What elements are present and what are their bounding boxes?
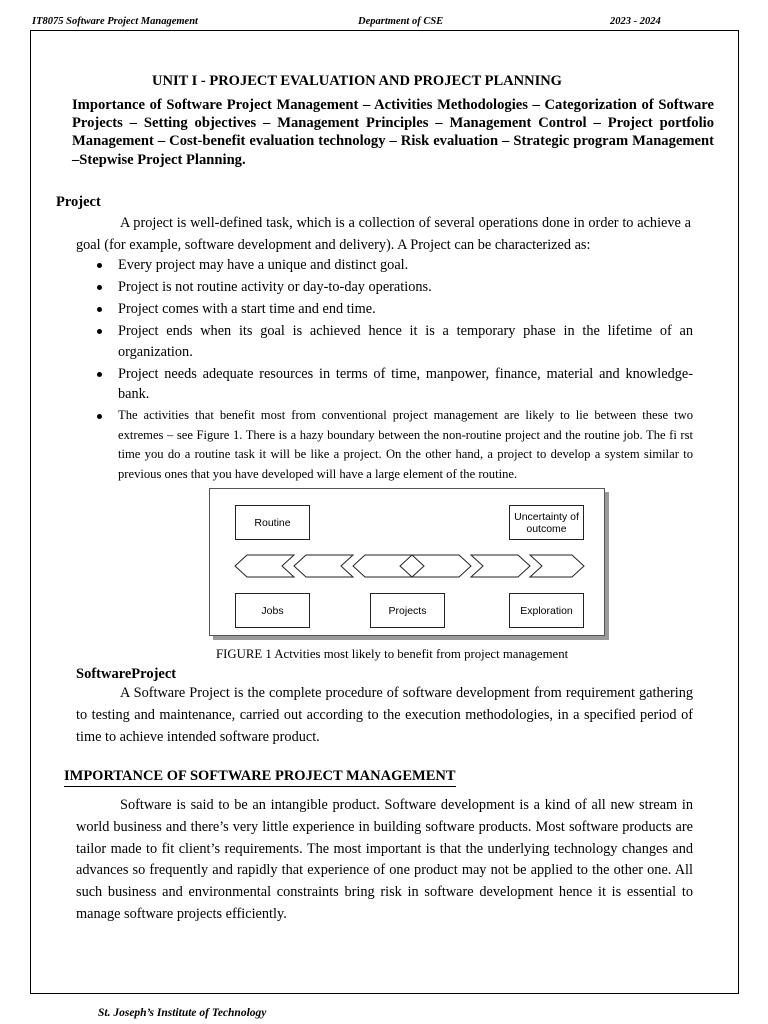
left-chevron-2 xyxy=(294,555,353,577)
header-department: Department of CSE xyxy=(358,16,444,27)
uncertainty-box: Uncertainty of outcome xyxy=(509,505,584,540)
list-item: Project needs adequate resources in terms of time, manpower, finance, material and knowledge-bank. xyxy=(76,364,693,405)
software-project-heading: SoftwareProject xyxy=(76,666,177,682)
projects-box: Projects xyxy=(370,593,445,628)
syllabus-topics: Importance of Software Project Management – Activities Methodologies – Categorization of Software Projects – Setting objectives – Management Principles – Management Control – Project portfolio Management – Cost-benefit evaluation technology – Risk evaluation – Strategic program Management –Stepwise Project Planning. xyxy=(72,97,714,168)
figure-caption: FIGURE 1 Actvities most likely to benefit from project management xyxy=(216,647,569,661)
right-chevron-2 xyxy=(471,555,530,577)
project-characteristics-list xyxy=(76,255,693,486)
right-chevron-1 xyxy=(412,555,471,577)
importance-text: Software is said to be an intangible product. Software development is a kind of all new stream in world business and there’s very little experience in building software products. Most software products are tailor made to fit client’s requirements. The most important is that the underlying technology changes and advances so frequently and rapidly that experience of one product may not be applied to the other one. All such business and environmental constraints bring risk in software development hence it is essential to manage software projects efficiently. xyxy=(76,797,693,922)
footer-institute: St. Joseph’s Institute of Technology xyxy=(98,1007,267,1019)
right-chevron-3 xyxy=(530,555,584,577)
list-item: The activities that benefit most from conventional project management are likely to lie between these two extremes – see Figure 1. There is a hazy boundary between the non-routine project and the routine job. The fi rst time you do a routine task it will be like a project. On the other hand, a project to develop a system similar to previous ones that you have developed will have a large element of the routine. xyxy=(76,406,693,484)
header-course: IT8075 Software Project Management xyxy=(32,16,198,27)
project-intro: A project is well-defined task, which is a collection of several operations done in order to achieve a goal (for example, software development and delivery). A Project can be characterized as: xyxy=(76,215,691,253)
left-chevron-1 xyxy=(235,555,294,577)
list-item: Every project may have a unique and distinct goal. xyxy=(76,255,693,276)
list-item: Project is not routine activity or day-to-day operations. xyxy=(76,277,693,298)
importance-heading: IMPORTANCE OF SOFTWARE PROJECT MANAGEMENT xyxy=(64,768,456,787)
jobs-box: Jobs xyxy=(235,593,310,628)
left-chevron-3 xyxy=(353,555,412,577)
figure-1-diagram xyxy=(209,488,605,636)
exploration-box: Exploration xyxy=(509,593,584,628)
list-item: Project comes with a start time and end time. xyxy=(76,299,693,320)
header-year: 2023 - 2024 xyxy=(610,16,661,27)
project-heading: Project xyxy=(56,194,101,210)
software-project-text: A Software Project is the complete procedure of software development from requirement gathering to testing and maintenance, carried out according to the execution methodologies, in a specified period of time to achieve intended software product. xyxy=(76,685,693,745)
unit-title: UNIT I - PROJECT EVALUATION AND PROJECT PLANNING xyxy=(152,73,562,89)
routine-box: Routine xyxy=(235,505,310,540)
list-item: Project ends when its goal is achieved hence it is a temporary phase in the lifetime of an organization. xyxy=(76,321,693,362)
